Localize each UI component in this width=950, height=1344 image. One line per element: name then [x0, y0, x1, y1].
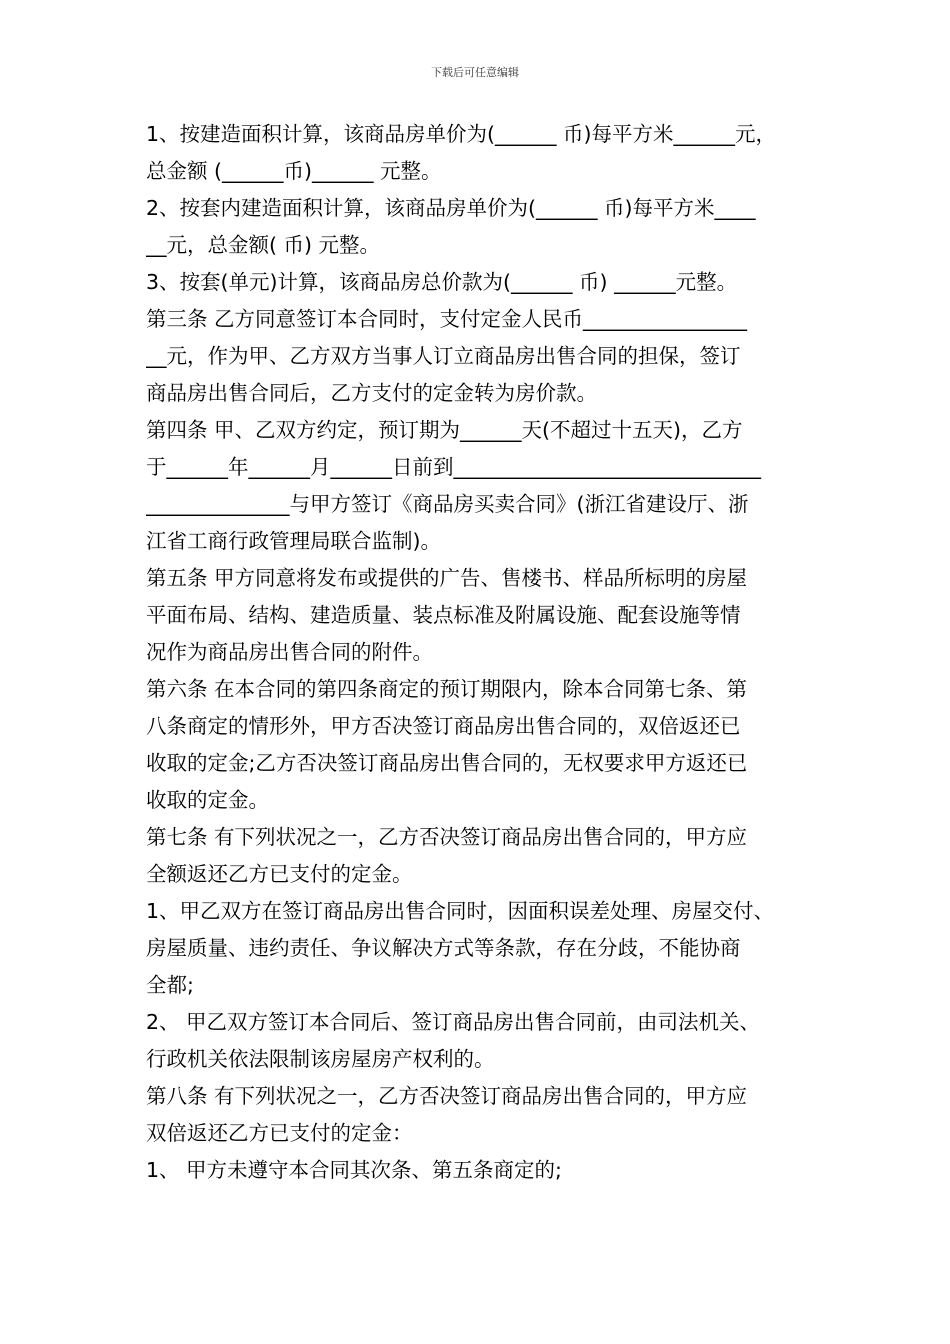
- text-line: 2、 甲乙双方签订本合同后、签订商品房出售合同前，由司法机关、: [146, 1010, 761, 1034]
- page-header: 下载后可任意编辑: [431, 66, 519, 79]
- text-line: ______________与甲方签订《商品房买卖合同》(浙江省建设厅、浙: [146, 492, 749, 516]
- text-line: 双倍返还乙方已支付的定金：: [146, 1121, 413, 1145]
- text-line: 房屋质量、违约责任、争议解决方式等条款，存在分歧，不能协商: [146, 936, 741, 960]
- text-line: 况作为商品房出售合同的附件。: [146, 640, 433, 664]
- text-line: 第四条 甲、乙双方约定，预订期为______天(不超过十五天)，乙方: [146, 418, 743, 442]
- text-line: 八条商定的情形外，甲方否决签订商品房出售合同的，双倍返还已: [146, 714, 741, 738]
- contract-body: [146, 116, 811, 1189]
- text-line: 第八条 有下列状况之一，乙方否决签订商品房出售合同的，甲方应: [146, 1084, 748, 1108]
- text-line: 第三条 乙方同意签订本合同时，支付定金人民币________________: [146, 307, 748, 331]
- text-line: 商品房出售合同后，乙方支付的定金转为房价款。: [146, 381, 597, 405]
- text-line: 第五条 甲方同意将发布或提供的广告、售楼书、样品所标明的房屋: [146, 566, 748, 590]
- text-line: 1、甲乙双方在签订商品房出售合同时，因面积误差处理、房屋交付、: [146, 899, 775, 923]
- text-line: 平面布局、结构、建造质量、装点标准及附属设施、配套设施等情: [146, 603, 741, 627]
- text-line: 总金额 (______币)______ 元整。: [146, 159, 442, 183]
- text-line: 1、 甲方未遵守本合同其次条、第五条商定的;: [146, 1158, 562, 1182]
- text-line: 收取的定金;乙方否决签订商品房出售合同的，无权要求甲方返还已: [146, 751, 748, 775]
- text-line: 2、按套内建造面积计算，该商品房单价为(______ 币)每平方米____: [146, 196, 756, 220]
- text-line: 行政机关依法限制该房屋房产权利的。: [146, 1047, 495, 1071]
- text-line: 于______年______月______日前到______________________________: [146, 455, 761, 479]
- text-line: 收取的定金。: [146, 788, 269, 812]
- text-line: __元，作为甲、乙方双方当事人订立商品房出售合同的担保，签订: [146, 344, 741, 368]
- text-line: 全都;: [146, 973, 194, 997]
- text-line: 3、按套(单元)计算，该商品房总价款为(______ 币) ______元整。: [146, 270, 738, 294]
- text-line: 1、按建造面积计算，该商品房单价为(______ 币)每平方米______元，: [146, 122, 777, 146]
- text-line: __元，总金额( 币) 元整。: [146, 233, 381, 257]
- text-line: 第六条 在本合同的第四条商定的预订期限内，除本合同第七条、第: [146, 677, 748, 701]
- text-line: 江省工商行政管理局联合监制)。: [146, 529, 441, 553]
- text-line: 第七条 有下列状况之一，乙方否决签订商品房出售合同的，甲方应: [146, 825, 748, 849]
- text-line: 全额返还乙方已支付的定金。: [146, 862, 413, 886]
